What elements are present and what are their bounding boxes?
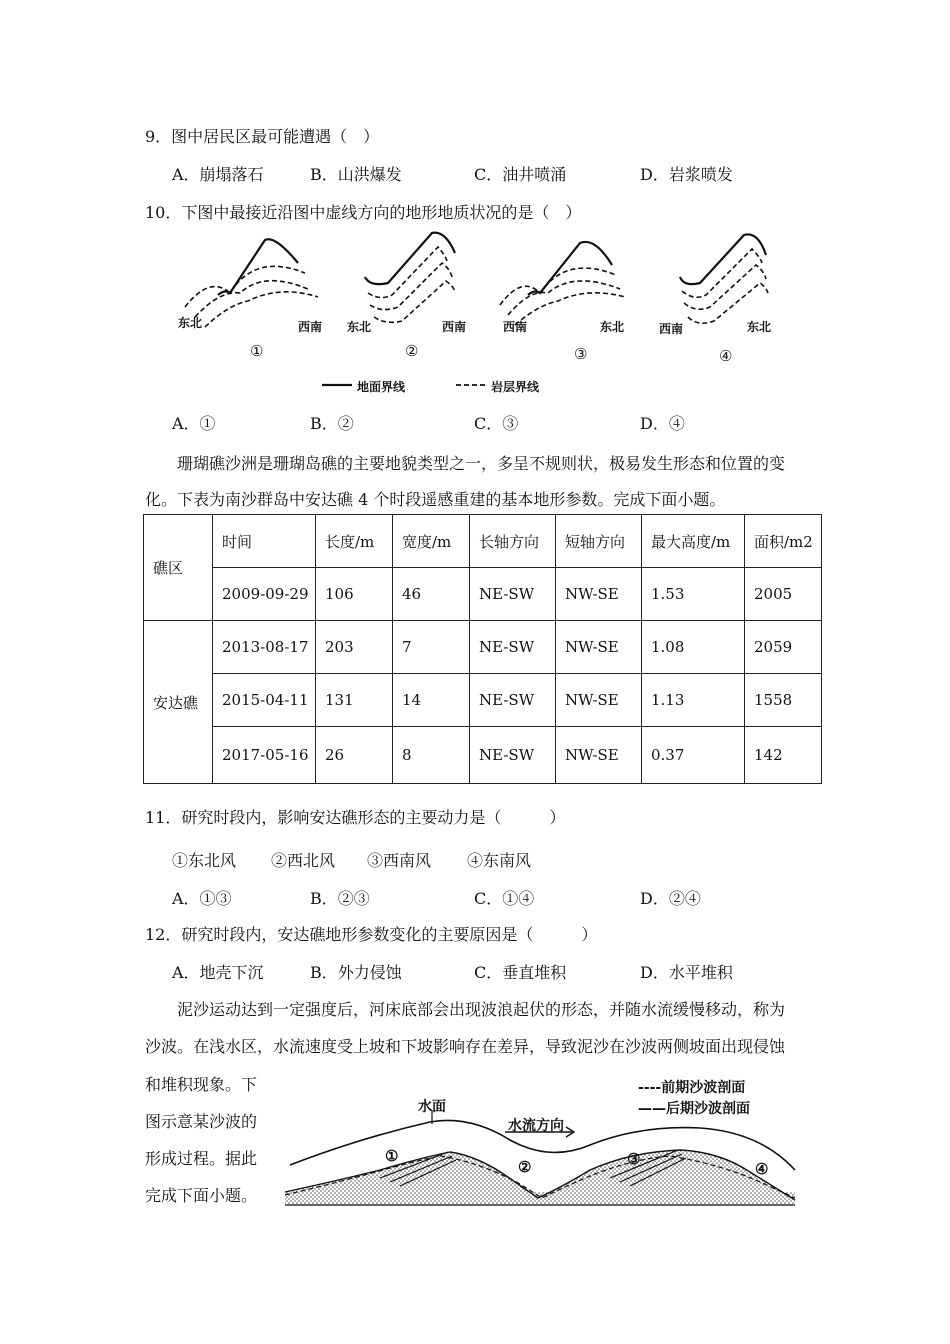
table-cell: 2059 <box>745 621 822 674</box>
panel-2-left-label: 东北 <box>347 320 372 334</box>
table-cell: NE-SW <box>470 621 556 674</box>
q10-option-b[interactable]: B．② <box>310 414 354 433</box>
q11-option-d[interactable]: D．②④ <box>640 889 701 908</box>
question-10-stem: 10．下图中最接近沿图中虚线方向的地形地质状况的是（ ） <box>145 203 582 222</box>
table-row <box>144 515 822 568</box>
table-cell: NW-SE <box>556 674 642 727</box>
q11-option-c[interactable]: C．①④ <box>474 889 535 908</box>
table-cell: NE-SW <box>470 568 556 621</box>
q12-option-d[interactable]: D．水平堆积 <box>640 963 733 982</box>
sandwave-num-3: ③ <box>627 1150 641 1168</box>
table-row <box>144 727 822 784</box>
table-cell: 131 <box>316 674 393 727</box>
table-header-width: 宽度/m <box>393 515 470 568</box>
sandwave-num-4: ④ <box>755 1160 769 1178</box>
table-header-area: 面积/m2 <box>745 515 822 568</box>
table-header-max-height: 最大高度/m <box>642 515 745 568</box>
legend-early-profile: ----前期沙波剖面 <box>638 1080 746 1096</box>
table-cell: 0.37 <box>642 727 745 784</box>
table-row <box>144 568 822 621</box>
table-header-short-axis: 短轴方向 <box>556 515 642 568</box>
profile-panel-4 <box>680 234 768 323</box>
q9-option-b[interactable]: B．山洪爆发 <box>310 165 402 184</box>
panel-2-right-label: 西南 <box>442 320 467 334</box>
table-cell: NW-SE <box>556 621 642 674</box>
q11-choice-2: ②西北风 <box>271 851 336 870</box>
table-cell: 142 <box>745 727 822 784</box>
q12-option-b[interactable]: B．外力侵蚀 <box>310 963 402 982</box>
table-header-length: 长度/m <box>316 515 393 568</box>
passage-2-side-1: 和堆积现象。下 <box>145 1075 258 1094</box>
q11-choice-1: ①东北风 <box>172 851 237 870</box>
q10-option-a[interactable]: A．① <box>172 414 216 433</box>
panel-4-left-label: 西南 <box>659 322 684 336</box>
table-cell: 2005 <box>745 568 822 621</box>
table-header-long-axis: 长轴方向 <box>470 515 556 568</box>
panel-4-number: ④ <box>719 347 733 365</box>
flow-direction-label: 水流方向 <box>508 1118 564 1134</box>
table-cell: 14 <box>393 674 470 727</box>
table-row <box>144 674 822 727</box>
water-surface-label: 水面 <box>418 1099 446 1115</box>
table-cell: 1.13 <box>642 674 745 727</box>
q12-option-a[interactable]: A．地壳下沉 <box>172 963 264 982</box>
passage-2-line-2: 沙波。在浅水区，水流速度受上坡和下坡影响存在差异，导致泥沙在沙波两侧坡面出现侵蚀 <box>145 1037 786 1056</box>
panel-1-left-label: 东北 <box>178 316 203 330</box>
passage-2-side-4: 完成下面小题。 <box>145 1186 258 1205</box>
table-cell: 26 <box>316 727 393 784</box>
table-cell: 7 <box>393 621 470 674</box>
table-cell: NE-SW <box>470 727 556 784</box>
table-cell: NW-SE <box>556 727 642 784</box>
table-cell: 2013-08-17 <box>213 621 316 674</box>
table-cell: NE-SW <box>470 674 556 727</box>
question-11-stem: 11．研究时段内，影响安达礁形态的主要动力是（ ） <box>145 808 566 827</box>
table-cell: 2015-04-11 <box>213 674 316 727</box>
passage-2-side-2: 图示意某沙波的 <box>145 1112 258 1131</box>
panel-3-right-label: 东北 <box>600 320 625 334</box>
table-cell: 1.08 <box>642 621 745 674</box>
table-cell: NW-SE <box>556 568 642 621</box>
q11-option-a[interactable]: A．①③ <box>172 889 232 908</box>
legend-rock-label: 岩层界线 <box>491 380 540 394</box>
passage-2-line-1: 泥沙运动达到一定强度后，河床底部会出现波浪起伏的形态，并随水流缓慢移动，称为 <box>177 1000 786 1019</box>
profile-panel-2 <box>365 233 455 323</box>
reef-parameter-table <box>143 514 822 784</box>
table-cell: 203 <box>316 621 393 674</box>
profile-diagrams <box>170 225 790 405</box>
table-group-anda-reef: 安达礁 <box>144 621 213 784</box>
panel-1-right-label: 西南 <box>298 320 323 334</box>
panel-2-number: ② <box>405 342 419 360</box>
passage-1-line-2: 化。下表为南沙群岛中安达礁 4 个时段遥感重建的基本地形参数。完成下面小题。 <box>145 490 726 509</box>
table-cell: 106 <box>316 568 393 621</box>
q9-option-c[interactable]: C．油井喷涌 <box>474 165 567 184</box>
table-cell: 2009-09-29 <box>213 568 316 621</box>
passage-1-line-1: 珊瑚礁沙洲是珊瑚岛礁的主要地貌类型之一，多呈不规则状，极易发生形态和位置的变 <box>177 454 786 473</box>
q10-option-c[interactable]: C．③ <box>474 414 519 433</box>
question-9-stem: 9．图中居民区最可能遭遇（ ） <box>145 127 380 146</box>
legend-ground-label: 地面界线 <box>357 380 406 394</box>
legend-late-profile: ——后期沙波剖面 <box>638 1101 750 1117</box>
q9-option-d[interactable]: D．岩浆喷发 <box>640 165 733 184</box>
table-header-time: 时间 <box>213 515 316 568</box>
sandwave-num-2: ② <box>518 1158 532 1176</box>
q9-option-a[interactable]: A．崩塌落石 <box>172 165 264 184</box>
table-cell: 8 <box>393 727 470 784</box>
table-cell: 1558 <box>745 674 822 727</box>
q11-choice-3: ③西南风 <box>367 851 432 870</box>
q11-choice-4: ④东南风 <box>467 851 532 870</box>
q11-option-b[interactable]: B．②③ <box>310 889 370 908</box>
q10-option-d[interactable]: D．④ <box>640 414 685 433</box>
profile-panel-1 <box>185 239 318 327</box>
sandwave-num-1: ① <box>385 1147 399 1165</box>
passage-2-side-3: 形成过程。据此 <box>145 1149 258 1168</box>
table-row <box>144 621 822 674</box>
profile-panel-3 <box>500 242 625 325</box>
panel-1-number: ① <box>250 342 264 360</box>
panel-3-left-label: 西南 <box>503 320 528 334</box>
table-cell: 1.53 <box>642 568 745 621</box>
question-12-stem: 12．研究时段内，安达礁地形参数变化的主要原因是（ ） <box>145 925 598 944</box>
table-group-reef-area: 礁区 <box>144 515 213 621</box>
panel-3-number: ③ <box>574 345 588 363</box>
q12-option-c[interactable]: C．垂直堆积 <box>474 963 567 982</box>
table-cell: 46 <box>393 568 470 621</box>
table-cell: 2017-05-16 <box>213 727 316 784</box>
panel-4-right-label: 东北 <box>747 320 772 334</box>
